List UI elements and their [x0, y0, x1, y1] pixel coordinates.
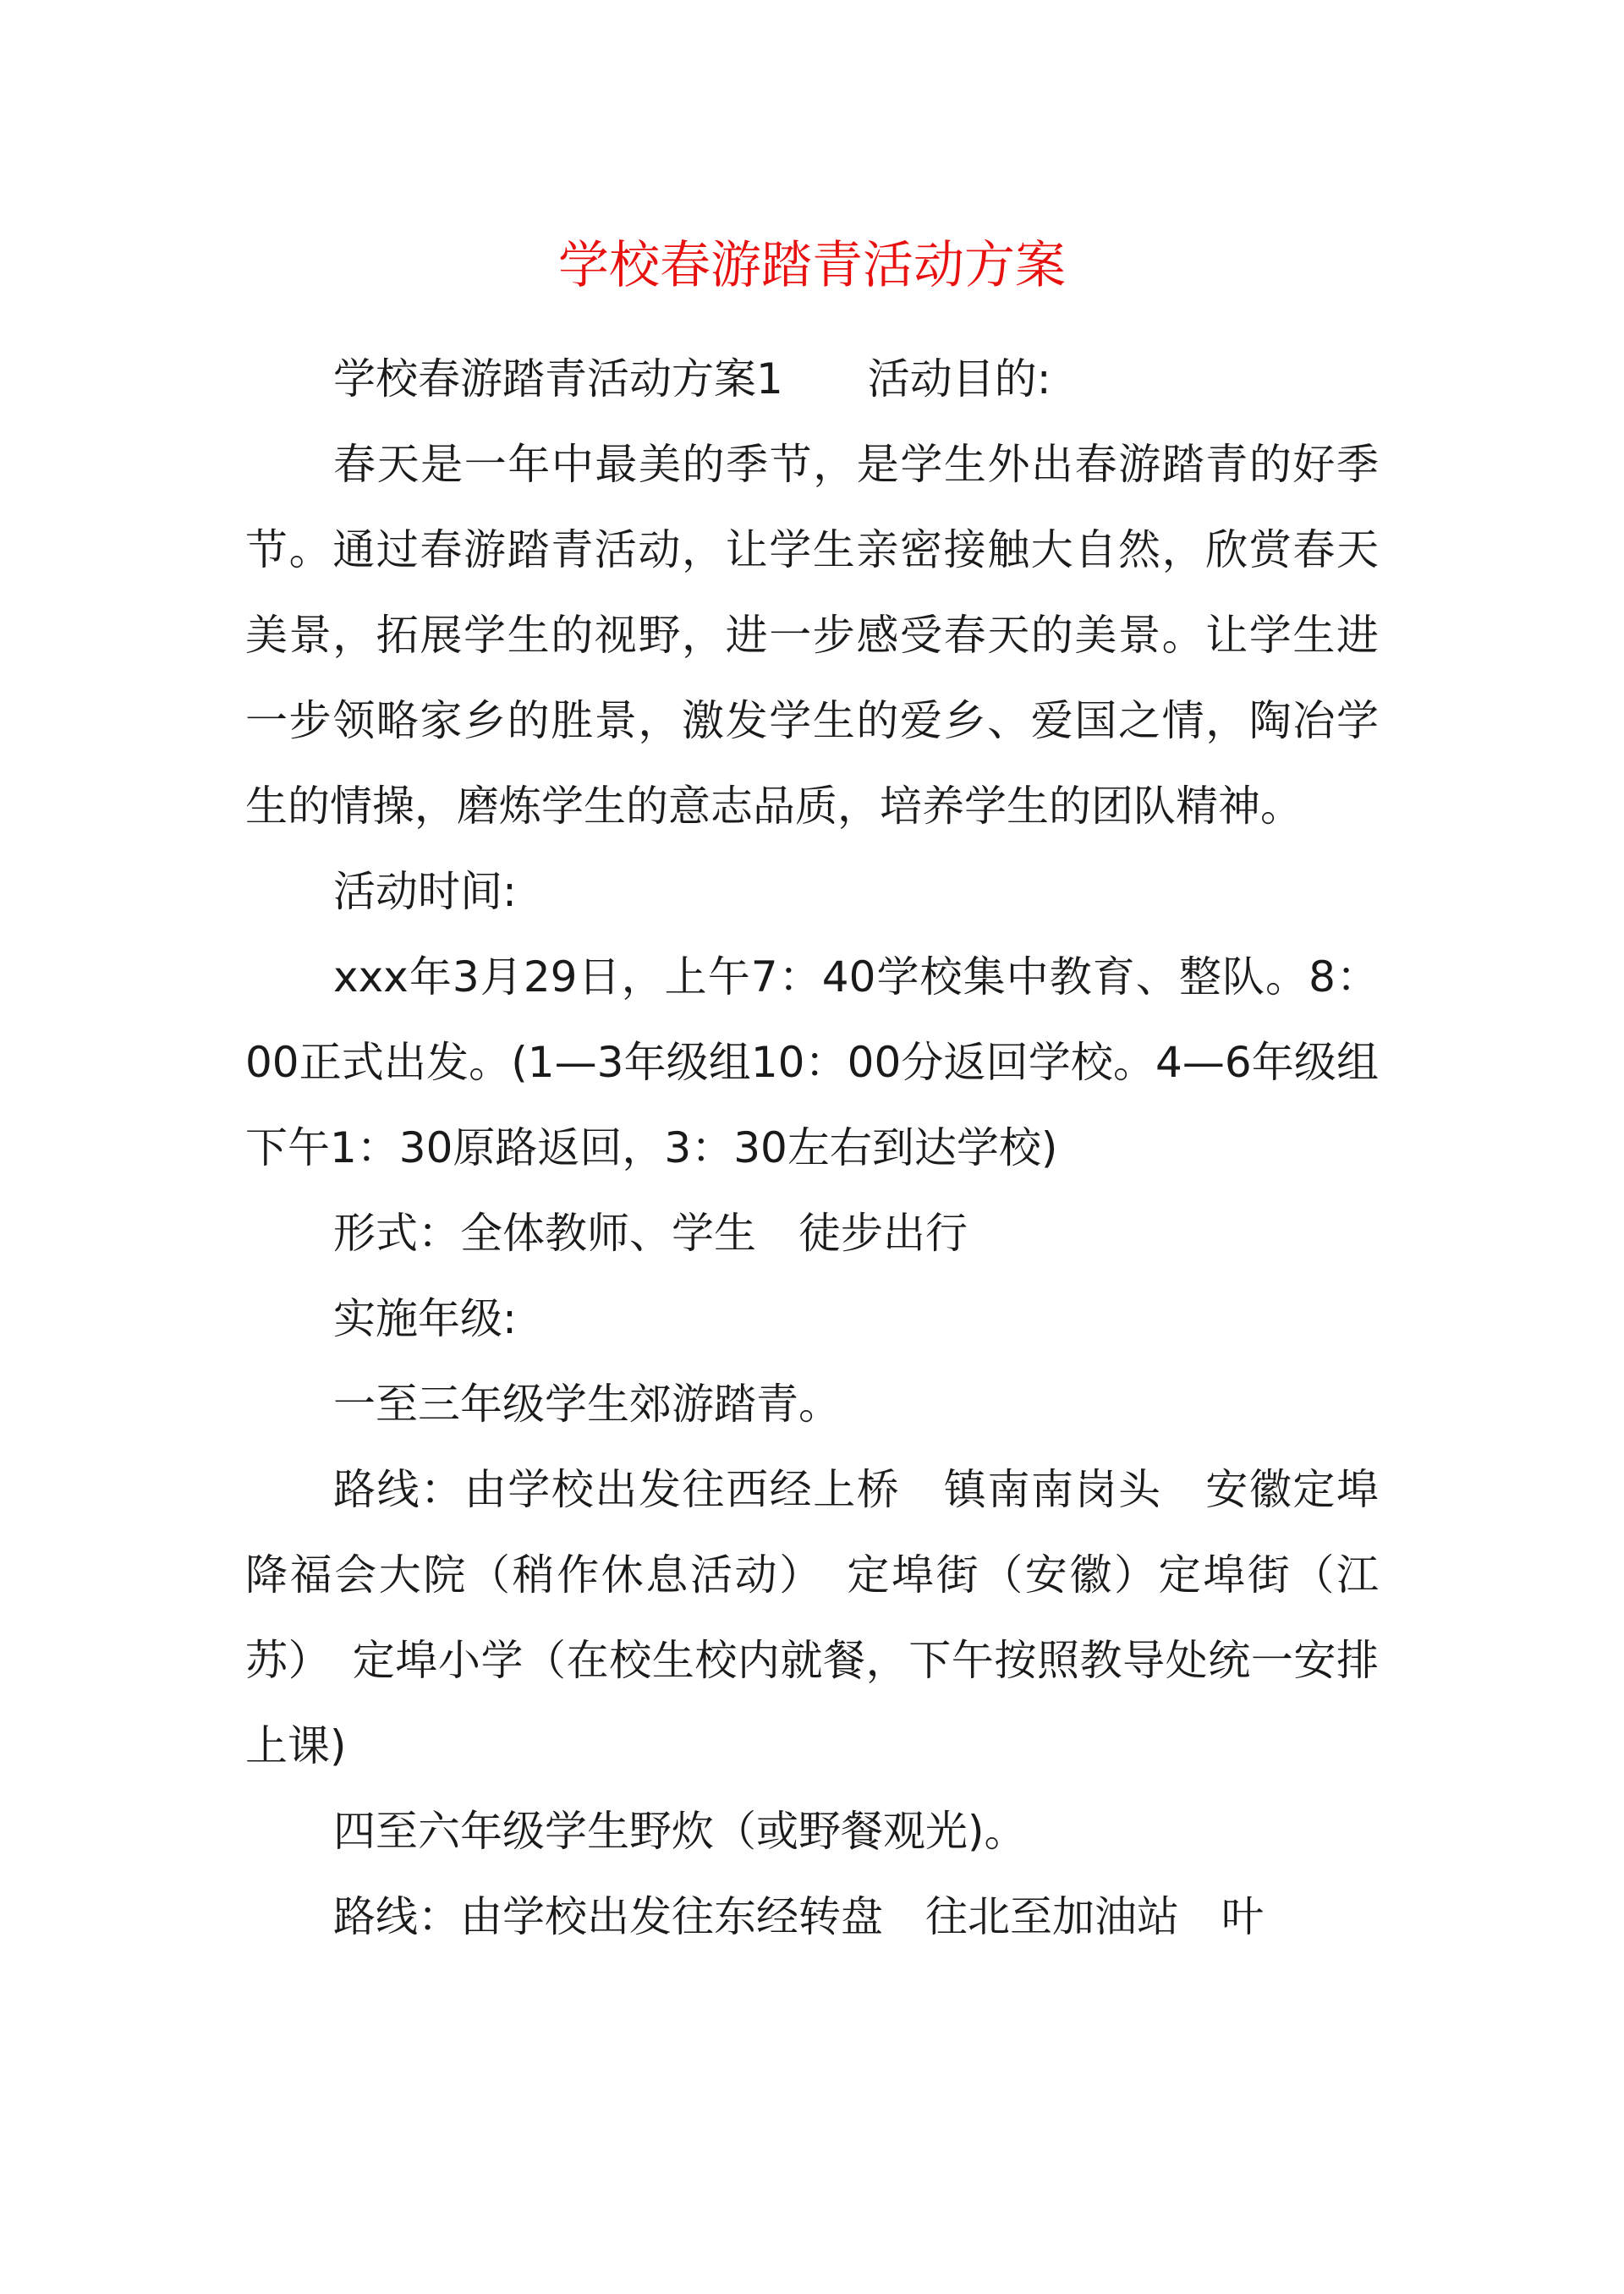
paragraph-purpose: 春天是一年中最美的季节，是学生外出春游踏青的好季节。通过春游踏青活动，让学生亲密接触大自然，欣赏春天美景，拓展学生的视野，进一步感受春天的美景。让学生进一步领略家乡的胜景，激发学生的爱乡、爱国之情，陶冶学生的情操，磨炼学生的意志品质，培养学生的团队精神。	[245, 440, 1379, 831]
paragraph-time-detail: xxx年3月29日，上午7：40学校集中教育、整队。8：00正式出发。(1—3年级组10：00分返回学校。4—6年级组下午1：30原路返回，3：30左右到达学校)	[245, 952, 1379, 1172]
paragraph-grades-1-3: 一至三年级学生郊游踏青。	[333, 1380, 841, 1429]
paragraph-route-1-3: 路线：由学校出发往西经上桥 镇南南岗头 安徽定埠降福会大院（稍作休息活动） 定埠街（安徽）定埠街（江苏） 定埠小学（在校生校内就餐，下午按照教导处统一安排上课)	[245, 1465, 1379, 1770]
paragraph-form: 形式：全体教师、学生 徒步出行	[333, 1209, 968, 1258]
paragraph-time-heading: 活动时间:	[333, 867, 517, 916]
paragraph-intro-heading: 学校春游踏青活动方案1 活动目的:	[333, 354, 1051, 403]
paragraph-route-4-6: 路线：由学校出发往东经转盘 往北至加油站 叶	[333, 1892, 1264, 1941]
document-title: 学校春游踏青活动方案	[558, 236, 1066, 295]
paragraph-grades-heading: 实施年级:	[333, 1294, 517, 1343]
paragraph-grades-4-6: 四至六年级学生野炊（或野餐观光)。	[333, 1807, 1027, 1856]
document-body	[245, 337, 1379, 1960]
